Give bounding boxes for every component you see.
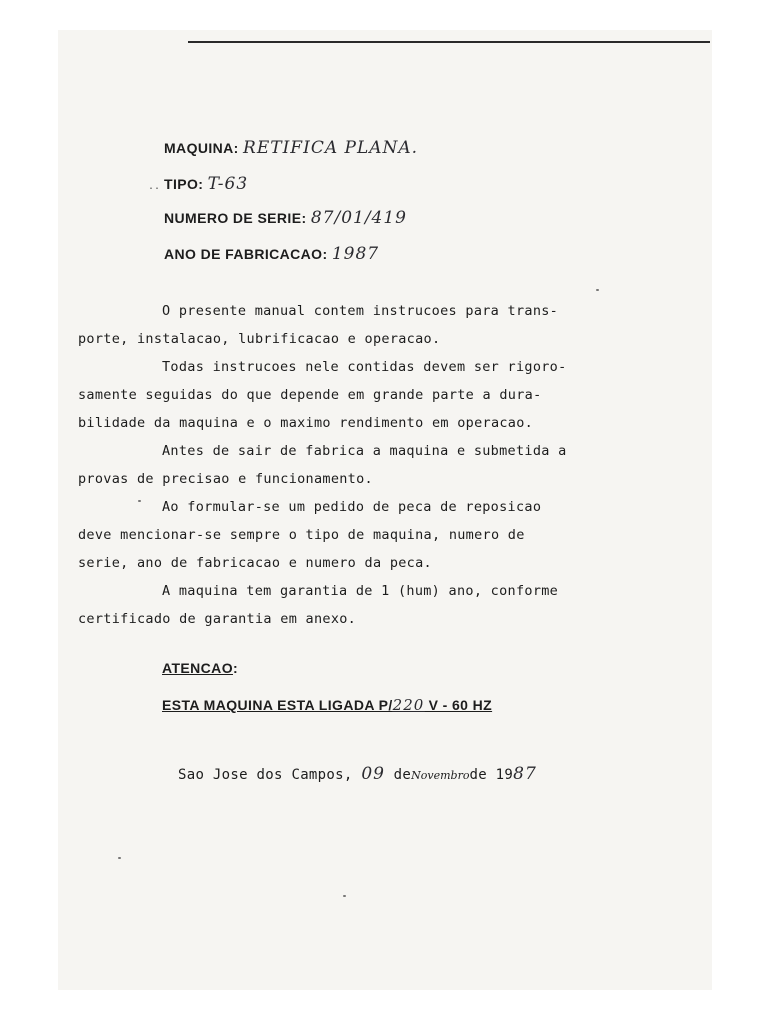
tipo-value: T-63 xyxy=(207,174,249,194)
body-line: bilidade da maquina e o maximo rendimento em operacao. xyxy=(78,415,534,431)
serie-value: 87/01/419 xyxy=(310,208,407,228)
ano-value: 1987 xyxy=(331,244,380,264)
body-line: Antes de sair de fabrica a maquina e submetida a xyxy=(162,443,567,459)
scan-speck xyxy=(596,289,599,291)
body-line: serie, ano de fabricacao e numero da peca. xyxy=(78,555,432,571)
closing-de: de xyxy=(384,767,412,783)
closing-month: Novembro xyxy=(411,769,470,782)
attention-colon: : xyxy=(232,660,239,676)
voltage-notice xyxy=(162,696,492,714)
closing-day: 09 xyxy=(361,764,385,784)
margin-mark: .. xyxy=(148,181,161,192)
body-line: Todas instrucoes nele contidas devem ser rigoro- xyxy=(162,359,567,375)
ano-field xyxy=(164,244,379,264)
body-line: A maquina tem garantia de 1 (hum) ano, conforme xyxy=(162,583,559,599)
scan-speck xyxy=(118,857,121,859)
attention-label: ATENCAO xyxy=(162,660,233,676)
serie-field xyxy=(164,208,407,228)
top-rule xyxy=(188,41,710,43)
attention-heading xyxy=(162,660,238,676)
body-line: provas de precisao e funcionamento. xyxy=(78,471,373,487)
body-line: porte, instalacao, lubrificacao e operacao. xyxy=(78,331,441,347)
closing-date-line xyxy=(178,764,537,784)
manual-body-text xyxy=(78,297,678,633)
tipo-field xyxy=(164,174,248,194)
serie-label: NUMERO DE SERIE: xyxy=(164,210,307,226)
body-line: certificado de garantia em anexo. xyxy=(78,611,357,627)
body-line: deve mencionar-se sempre o tipo de maquina, numero de xyxy=(78,527,525,543)
ano-label: ANO DE FABRICACAO: xyxy=(164,246,328,262)
maquina-field xyxy=(164,138,418,158)
voltage-value: 220 xyxy=(392,696,425,714)
closing-de-year: de 19 xyxy=(469,767,514,783)
maquina-label: MAQUINA: xyxy=(164,140,239,156)
body-line: O presente manual contem instrucoes para trans- xyxy=(162,303,559,319)
body-line: samente seguidas do que depende em grande parte a dura- xyxy=(78,387,542,403)
tipo-label: TIPO: xyxy=(164,176,204,192)
scan-speck xyxy=(343,895,346,897)
body-line: Ao formular-se um pedido de peca de reposicao xyxy=(162,499,542,515)
closing-city: Sao Jose dos Campos, xyxy=(178,767,353,783)
closing-year-end: 87 xyxy=(513,764,537,784)
scan-speck xyxy=(138,500,141,502)
voltage-prefix: ESTA MAQUINA ESTA LIGADA P/ xyxy=(162,697,393,713)
maquina-value: RETIFICA PLANA. xyxy=(243,138,419,158)
voltage-suffix: V - 60 HZ xyxy=(424,697,493,713)
